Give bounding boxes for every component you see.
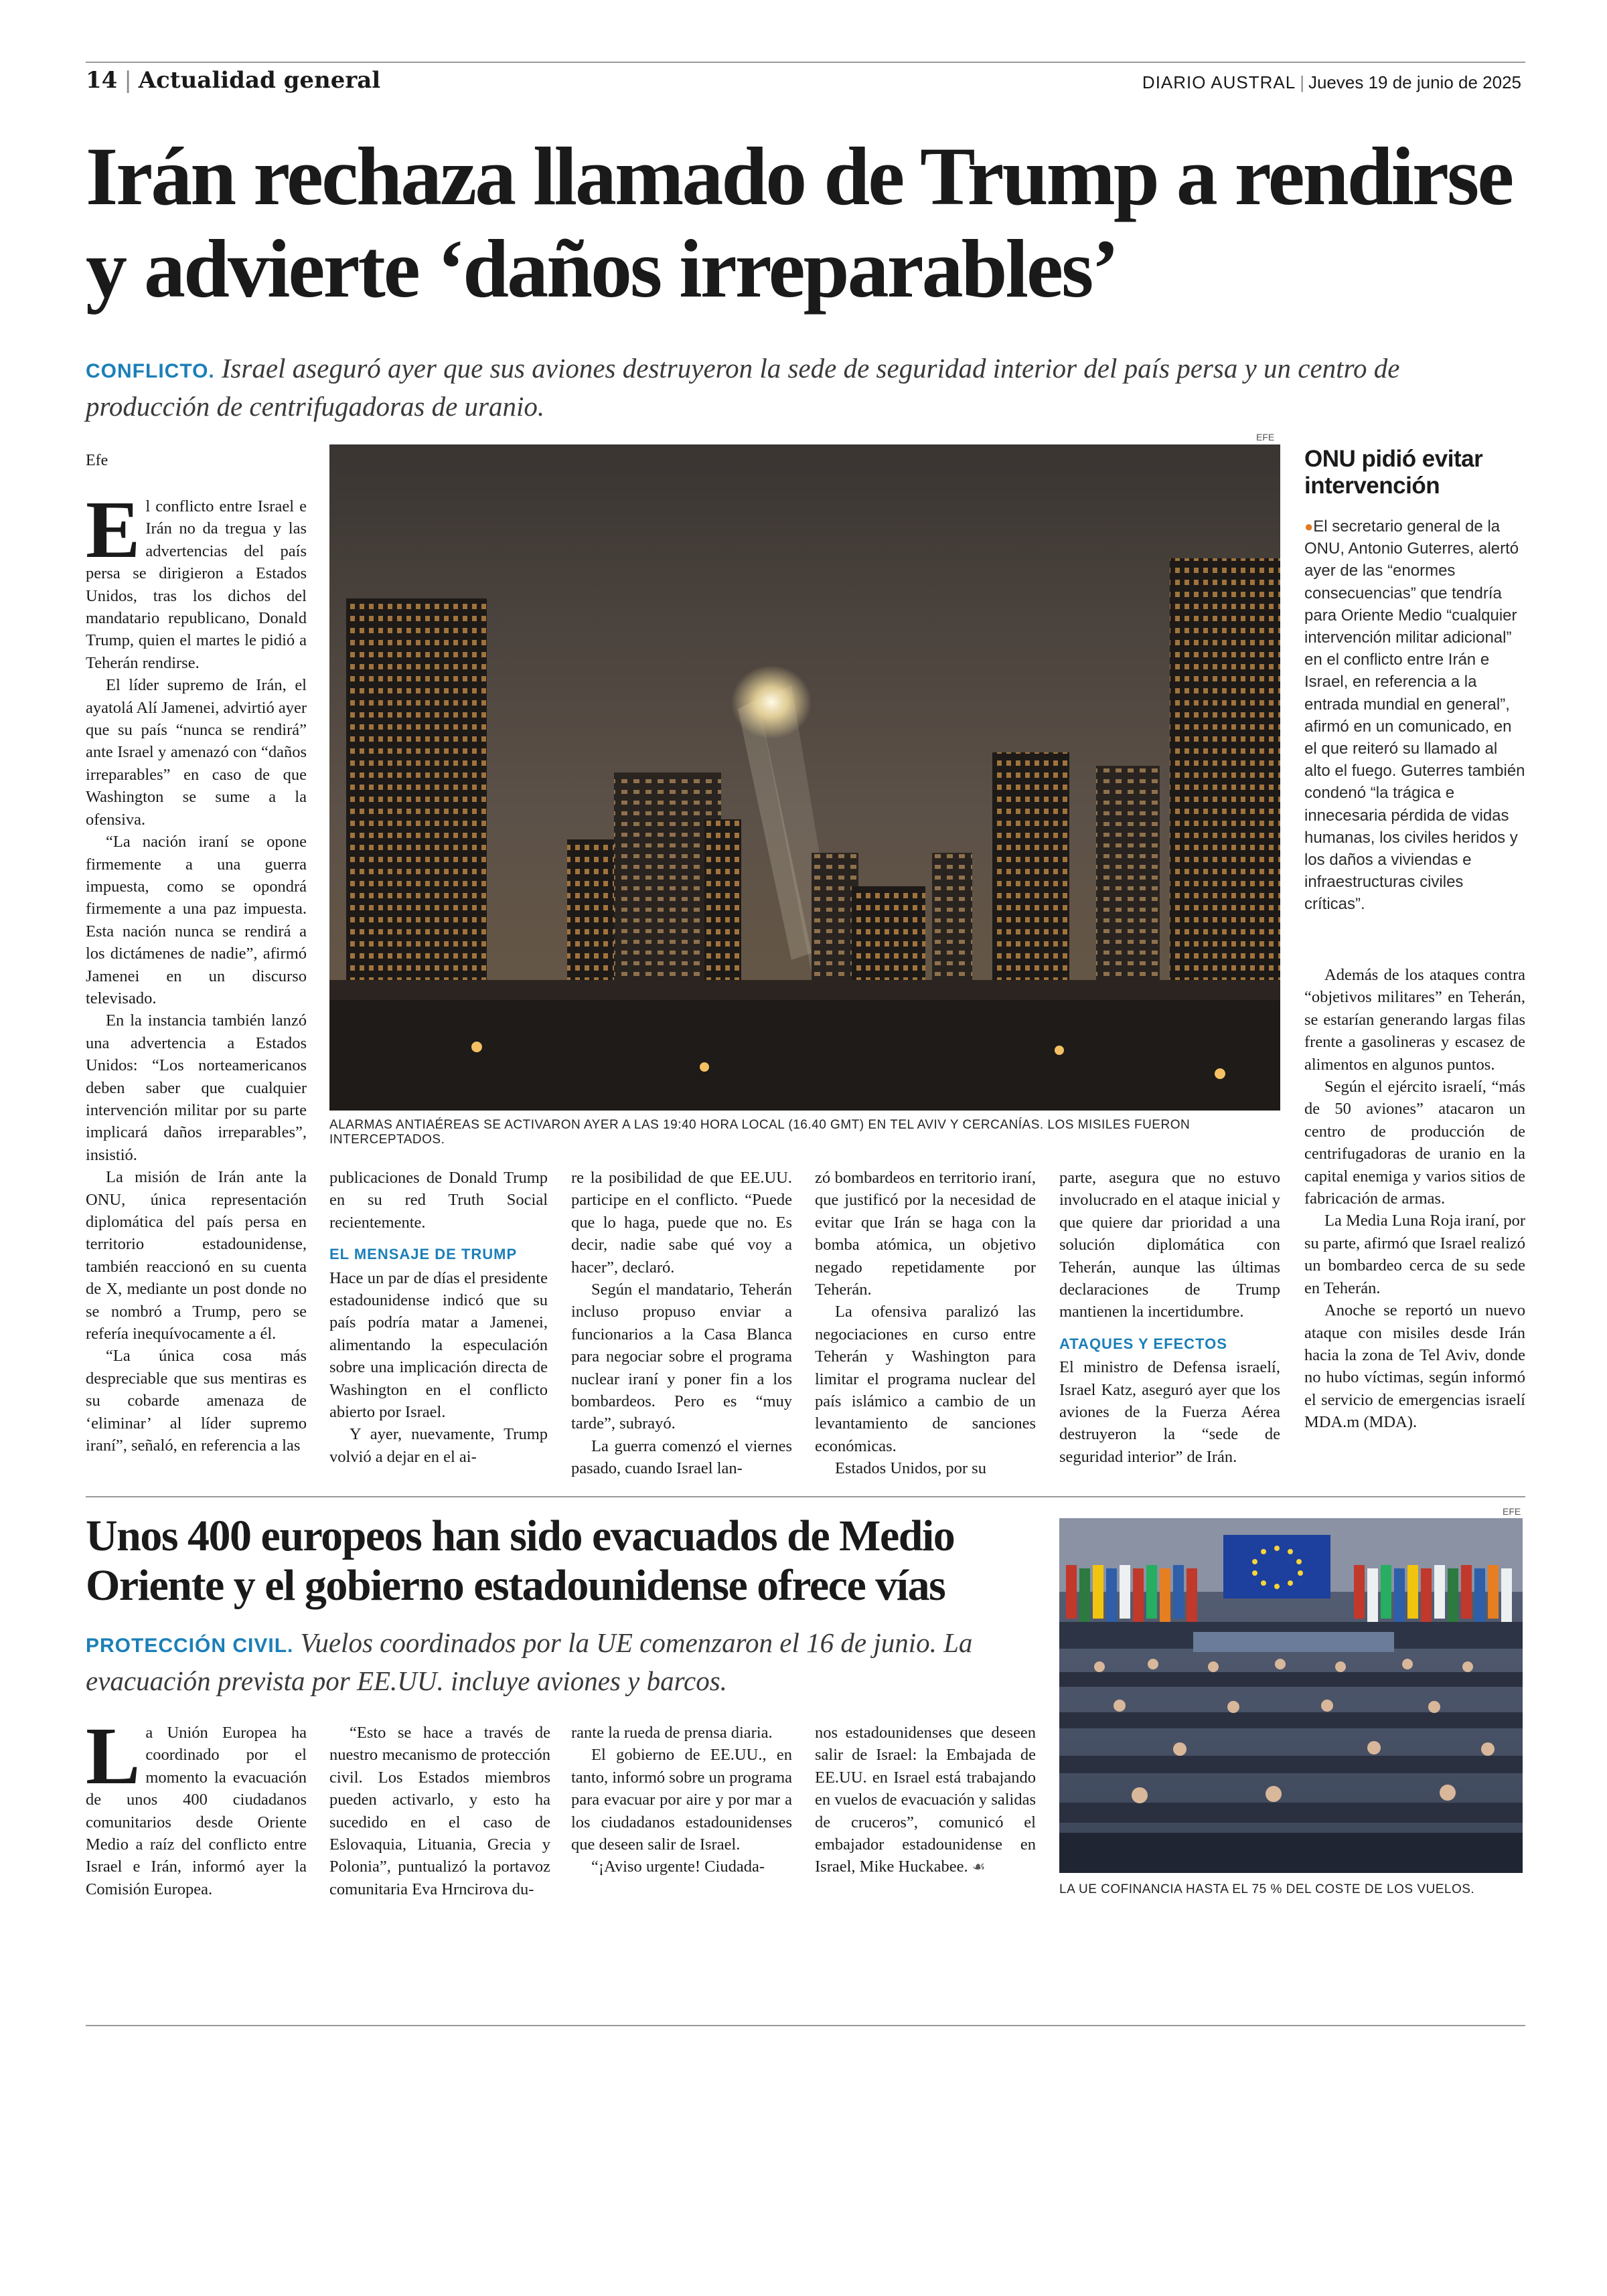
story1-dropcap: E — [86, 485, 141, 575]
paragraph: Y ayer, nuevamente, Trump volvió a dejar en el ai- — [329, 1425, 548, 1466]
story1-column-1 — [86, 485, 307, 1457]
paragraph: a Unión Europea ha coordinado por el momento la evacuación de unos 400 ciudadanos comunitarios desde Oriente Medio a raíz del conflicto entre Israel e Irán, informó ayer la Comisión Europea. — [86, 1724, 307, 1898]
issue-date: Jueves 19 de junio de 2025 — [1308, 72, 1521, 92]
paragraph: La Media Luna Roja iraní, por su parte, afirmó que Israel realizó un bombardeo cerca de su sede en Teherán. — [1304, 1212, 1525, 1297]
top-rule — [86, 62, 1525, 63]
skyline-photo[interactable] — [329, 444, 1280, 1111]
paragraph: Según el mandatario, Teherán incluso propuso enviar a funcionarios a la Casa Blanca para negociar sobre el programa nuclear iraní y poner fin a los bombardeos. Pero es “muy tarde”, subrayó. — [571, 1281, 792, 1433]
paragraph: El ministro de Defensa israelí, Israel Katz, aseguró ayer que los aviones de la Fuerza Aérea destruyeron la “sede de seguridad interior” de Irán. — [1059, 1358, 1280, 1466]
story1-column-4 — [815, 1167, 1036, 1480]
story2-deck-text: Vuelos coordinados por la UE comenzaron el 16 de junio. La evacuación prevista por EE.UU. incluye aviones y barcos. — [86, 1627, 973, 1696]
story1-headline[interactable]: Irán rechaza llamado de Trump a rendirse y advierte ‘daños irreparables’ — [86, 131, 1513, 315]
story2-column-2 — [329, 1722, 550, 1900]
paragraph: nos estadounidenses que deseen salir de Israel: la Embajada de EE.UU. en Israel está trabajando en vuelos de evacuación y salidas de cruceros”, comunicó el embajador estadounidense en Israel, Mike Huckabee. — [815, 1724, 1036, 1876]
paragraph: Anoche se reportó un nuevo ataque con misiles desde Irán hacia la zona de Tel Aviv, donde no hubo víctimas, según informó el servicio de emergencias israelí MDA.m (MDA). — [1304, 1301, 1525, 1432]
photo2-credit: EFE — [1503, 1506, 1521, 1517]
paragraph: zó bombardeos en territorio iraní, que justificó por la necesidad de evitar que Irán se haga con la bomba atómica, un objetivo negado repetidamente por Teherán. — [815, 1169, 1036, 1299]
paragraph: La ofensiva paralizó las negociaciones en curso entre Teherán y Washington para limitar el programa nuclear del país islámico a cambio de un levantamiento de sanciones económicas. — [815, 1303, 1036, 1455]
story1-column-3 — [571, 1167, 792, 1480]
sidebar-paragraph: El secretario general de la ONU, Antonio Guterres, alertó ayer de las “enormes consecuencias” que tendría para Oriente Medio “cualquier intervención militar adicional” en el conflicto entre Irán e Israel, en referencia a la entrada mundial en general”, afirmó en un comunicado, en el que reiteró su llamado al alto el fuego. Guterres también condenó “la trágica e innecesaria pérdida de vidas humanas, los civiles heridos y los daños a viviendas e infraestructuras civiles críticas”. — [1304, 517, 1525, 914]
paragraph: El gobierno de EE.UU., en tanto, informó sobre un programa para evacuar por aire y por mar a los ciudadanos estadounidenses que deseen salir de Israel. — [571, 1746, 792, 1854]
subhead-trump: EL MENSAJE DE TRUMP — [329, 1246, 518, 1263]
story1-byline: Efe — [86, 452, 108, 469]
section-rule — [86, 1496, 1525, 1497]
bullet-icon: ● — [1304, 518, 1314, 535]
story1-column-6 — [1304, 964, 1525, 1434]
story1-deck — [86, 351, 1525, 424]
parliament-photo[interactable] — [1059, 1518, 1523, 1873]
paragraph: l conflicto entre Israel e Irán no da tregua y las advertencias del país persa se dirigieron a Estados Unidos, tras los dichos del mandatario republicano, Donald Trump, quien el martes le pidió a Teherán rendirse. — [86, 497, 307, 672]
section-name: Actualidad general — [138, 67, 381, 94]
paragraph: En la instancia también lanzó una advertencia a Estados Unidos: “Los norteamericanos deben saber que cualquier intervención militar por su parte implicará daños irreparables”, insistió. — [86, 1011, 307, 1164]
paragraph: re la posibilidad de que EE.UU. participe en el conflicto. “Puede que lo haga, puede que no. Es decir, nadie sabe qué voy a hacer”, declaró. — [571, 1169, 792, 1277]
story2-dropcap: L — [86, 1711, 141, 1801]
paragraph: La guerra comenzó el viernes pasado, cuando Israel lan- — [571, 1437, 792, 1478]
photo2-caption: LA UE COFINANCIA HASTA EL 75 % DEL COSTE DE LOS VUELOS. — [1059, 1882, 1475, 1896]
story2-kicker: PROTECCIÓN CIVIL. — [86, 1635, 294, 1657]
story1-column-2 — [329, 1167, 548, 1468]
sidebar-text — [1304, 515, 1525, 916]
story2-headline[interactable]: Unos 400 europeos han sido evacuados de Medio Oriente y el gobierno estadounidense ofrece vías — [86, 1511, 955, 1610]
page-number: 14 — [86, 67, 118, 94]
bottom-rule — [86, 2025, 1525, 2026]
masthead: DIARIO AUSTRAL | Jueves 19 de junio de 2025 — [1142, 72, 1521, 92]
paragraph: La misión de Irán ante la ONU, única representación diplomática del país persa en territorio estadounidense, también reaccionó en su cuenta de X, mediante un post donde no se nombró a Trump, pero se refería inequívocamente a él. — [86, 1168, 307, 1343]
paragraph: Hace un par de días el presidente estadounidense indicó que su país podría matar a Jamenei, alimentando la especulación sobre una implicación directa de Washington en el conflicto abierto por Israel. — [329, 1268, 548, 1422]
story2-column-1 — [86, 1711, 307, 1900]
paragraph: publicaciones de Donald Trump en su red Truth Social recientemente. — [329, 1169, 548, 1232]
story2-column-3 — [571, 1722, 792, 1878]
photo1-credit: EFE — [1256, 432, 1275, 442]
paragraph: Según el ejército israelí, “más de 50 aviones” atacaron un centro de producción de centrifugadoras de uranio en la capital enemiga y varios sitios de fabricación de armas. — [1304, 1078, 1525, 1208]
signoff-icon: ☙ — [972, 1859, 986, 1876]
paragraph: “La nación iraní se opone firmemente a una guerra impuesta, como se opondrá firmemente a una paz impuesta. Esta nación nunca se rendirá a los dictámenes de nadie”, afirmó Jamenei en un discurso televisado. — [86, 833, 307, 1007]
story1-column-5 — [1059, 1167, 1280, 1468]
photo1-caption: ALARMAS ANTIAÉREAS SE ACTIVARON AYER A LAS 19:40 HORA LOCAL (16.40 GMT) EN TEL AVIV Y CERCANÍAS. LOS MISILES FUERON INTERCEPTADOS. — [329, 1118, 1191, 1147]
subhead-ataques: ATAQUES Y EFECTOS — [1059, 1335, 1227, 1352]
paragraph: Además de los ataques contra “objetivos militares” en Teherán, se estarían generando largas filas frente a gasolineras y escasez de alimentos en algunos puntos. — [1304, 966, 1525, 1074]
paragraph: El líder supremo de Irán, el ayatolá Alí Jamenei, advirtió ayer que su país “nunca se rendirá” ante Israel y amenazó con “daños irreparables” en caso de que Washington se sume a la ofensiva. — [86, 676, 307, 829]
paragraph: parte, asegura que no estuvo involucrado en el ataque inicial y que quiere dar prioridad a una solución diplomática con Teherán, aunque las últimas declaraciones de Trump mantienen la incertidumbre. — [1059, 1169, 1280, 1321]
sidebar-title: ONU pidió evitar intervención — [1304, 446, 1483, 499]
paragraph: “La única cosa más despreciable que sus mentiras es su cobarde amenaza de ‘eliminar’ al líder supremo iraní”, señaló, en referencia a las — [86, 1347, 307, 1455]
page-folio: 14 | Actualidad general — [86, 67, 381, 94]
story1-kicker: CONFLICTO. — [86, 360, 215, 382]
story2-deck — [86, 1625, 1037, 1699]
story1-deck-text: Israel aseguró ayer que sus aviones destruyeron la sede de seguridad interior del país persa y un centro de producción de centrifugadoras de uranio. — [86, 353, 1400, 422]
paragraph: “Esto se hace a través de nuestro mecanismo de protección civil. Los Estados miembros pueden activarlo, y esto ha sucedido en el caso de Eslovaquia, Lituania, Grecia y Polonia”, puntualizó la portavoz comunitaria Eva Hrncirova du- — [329, 1724, 550, 1898]
paper-name: DIARIO AUSTRAL — [1142, 72, 1296, 92]
paragraph: “¡Aviso urgente! Ciudada- — [591, 1858, 765, 1876]
paragraph: Estados Unidos, por su — [835, 1459, 986, 1478]
story2-column-4 — [815, 1722, 1036, 1879]
paragraph: rante la rueda de prensa diaria. — [571, 1724, 773, 1742]
